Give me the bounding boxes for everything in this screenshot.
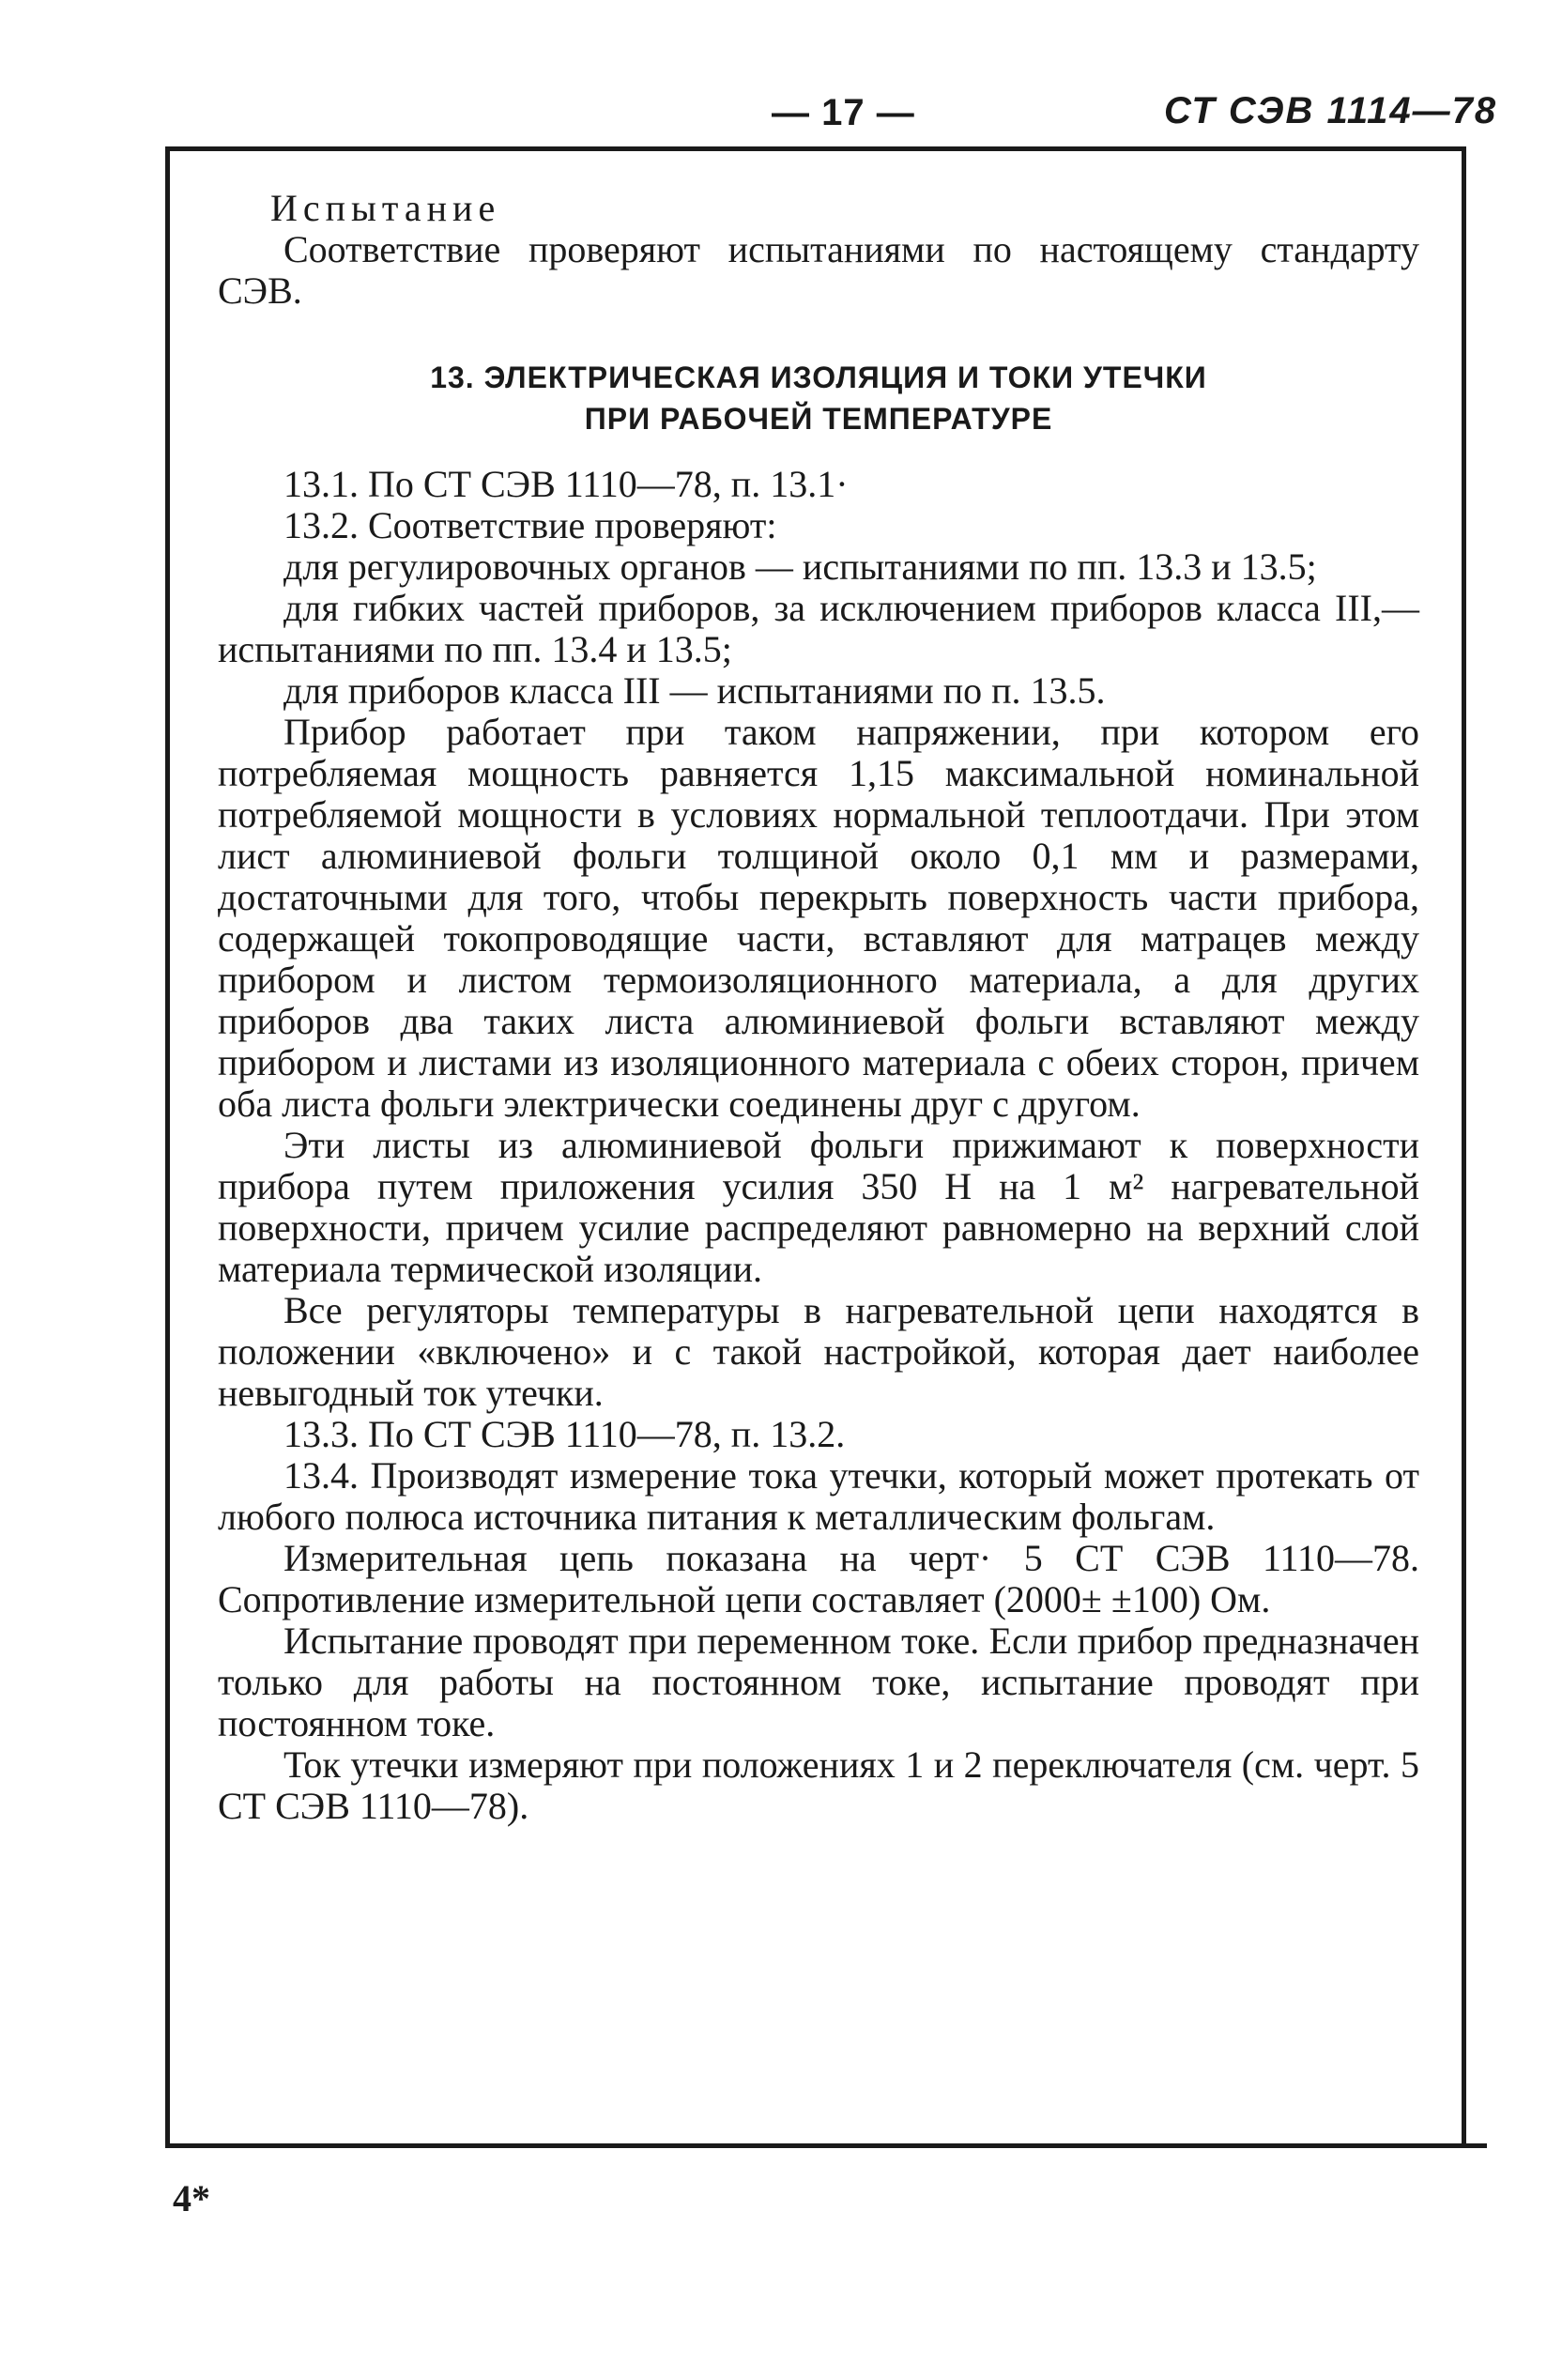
- page-content: [218, 188, 1419, 1827]
- page-number: — 17 —: [772, 92, 915, 133]
- test-title: Испытание: [270, 187, 501, 229]
- frame-left-rule: [165, 146, 170, 2148]
- clause-13-3: 13.3. По СТ СЭВ 1110—78, п. 13.2.: [283, 1413, 846, 1455]
- frame-right-rule: [1462, 146, 1466, 2148]
- paragraph-pressing: Эти листы из алюминиевой фольги прижимают к поверхности прибора путем приложения усилия 350 Н на 1 м² нагревательной поверхности, причем усилие распределяют равномерно на верхний слой материала термической изоляции.: [218, 1124, 1419, 1290]
- section-heading-line-1: 13. ЭЛЕКТРИЧЕСКАЯ ИЗОЛЯЦИЯ И ТОКИ УТЕЧКИ: [430, 361, 1207, 394]
- paragraph-thermostats: Все регуляторы температуры в нагревательной цепи находятся в положении «включено» и с такой настройкой, которая дает наиболее невыгодный ток утечки.: [218, 1289, 1419, 1414]
- test-paragraph: Соответствие проверяют испытаниями по настоящему стандарту СЭВ.: [218, 228, 1419, 312]
- paragraph-circuit: Измерительная цепь показана на черт· 5 СТ СЭВ 1110—78. Сопротивление измерительной цепи составляет (2000± ±100) Ом.: [218, 1537, 1419, 1620]
- frame-top-rule: [165, 146, 1466, 151]
- clause-13-2: 13.2. Соответствие проверяют:: [283, 504, 777, 546]
- paragraph-operation: Прибор работает при таком напряжении, при котором его потребляемая мощность равняется 1,15 максимальной номинальной потребляемой мощности в условиях нормальной теплоотдачи. При этом лист алюминиевой фольги толщиной около 0,1 мм и размерами, достаточными для того, чтобы перекрыть поверхность части прибора, содержащей токопроводящие части, вставляют для матрацев между прибором и листом термоизоляционного материала, а для других приборов два таких листа алюминиевой фольги вставляют между прибором и листами из изоляционного материала с обеих сторон, причем оба листа фольги электрически соединены друг с другом.: [218, 711, 1419, 1125]
- section-heading-line-2: ПРИ РАБОЧЕЙ ТЕМПЕРАТУРЕ: [584, 402, 1053, 436]
- paragraph-switch-positions: Ток утечки измеряют при положениях 1 и 2 переключателя (см. черт. 5 СТ СЭВ 1110—78).: [218, 1743, 1419, 1827]
- clause-regulators: для регулировочных органов — испытаниями по пп. 13.3 и 13.5;: [283, 545, 1317, 588]
- frame-bottom-rule: [165, 2143, 1487, 2148]
- clause-13-4: 13.4. Производят измерение тока утечки, который может протекать от любого полюса источника питания к металлическим фольгам.: [218, 1454, 1419, 1538]
- footer-signature-mark: 4*: [173, 2177, 210, 2219]
- paragraph-alternating-current: Испытание проводят при переменном токе. Если прибор предназначен только для работы на постоянном токе, испытание проводят при постоянном токе.: [218, 1620, 1419, 1744]
- clause-flexible-parts: для гибких частей приборов, за исключением приборов класса III,—испытаниями по пп. 13.4 и 13.5;: [218, 587, 1419, 670]
- clause-class-iii: для приборов класса III — испытаниями по п. 13.5.: [283, 669, 1106, 712]
- document-code: СТ СЭВ 1114—78: [1164, 90, 1498, 131]
- clause-13-1: 13.1. По СТ СЭВ 1110—78, п. 13.1·: [283, 463, 849, 505]
